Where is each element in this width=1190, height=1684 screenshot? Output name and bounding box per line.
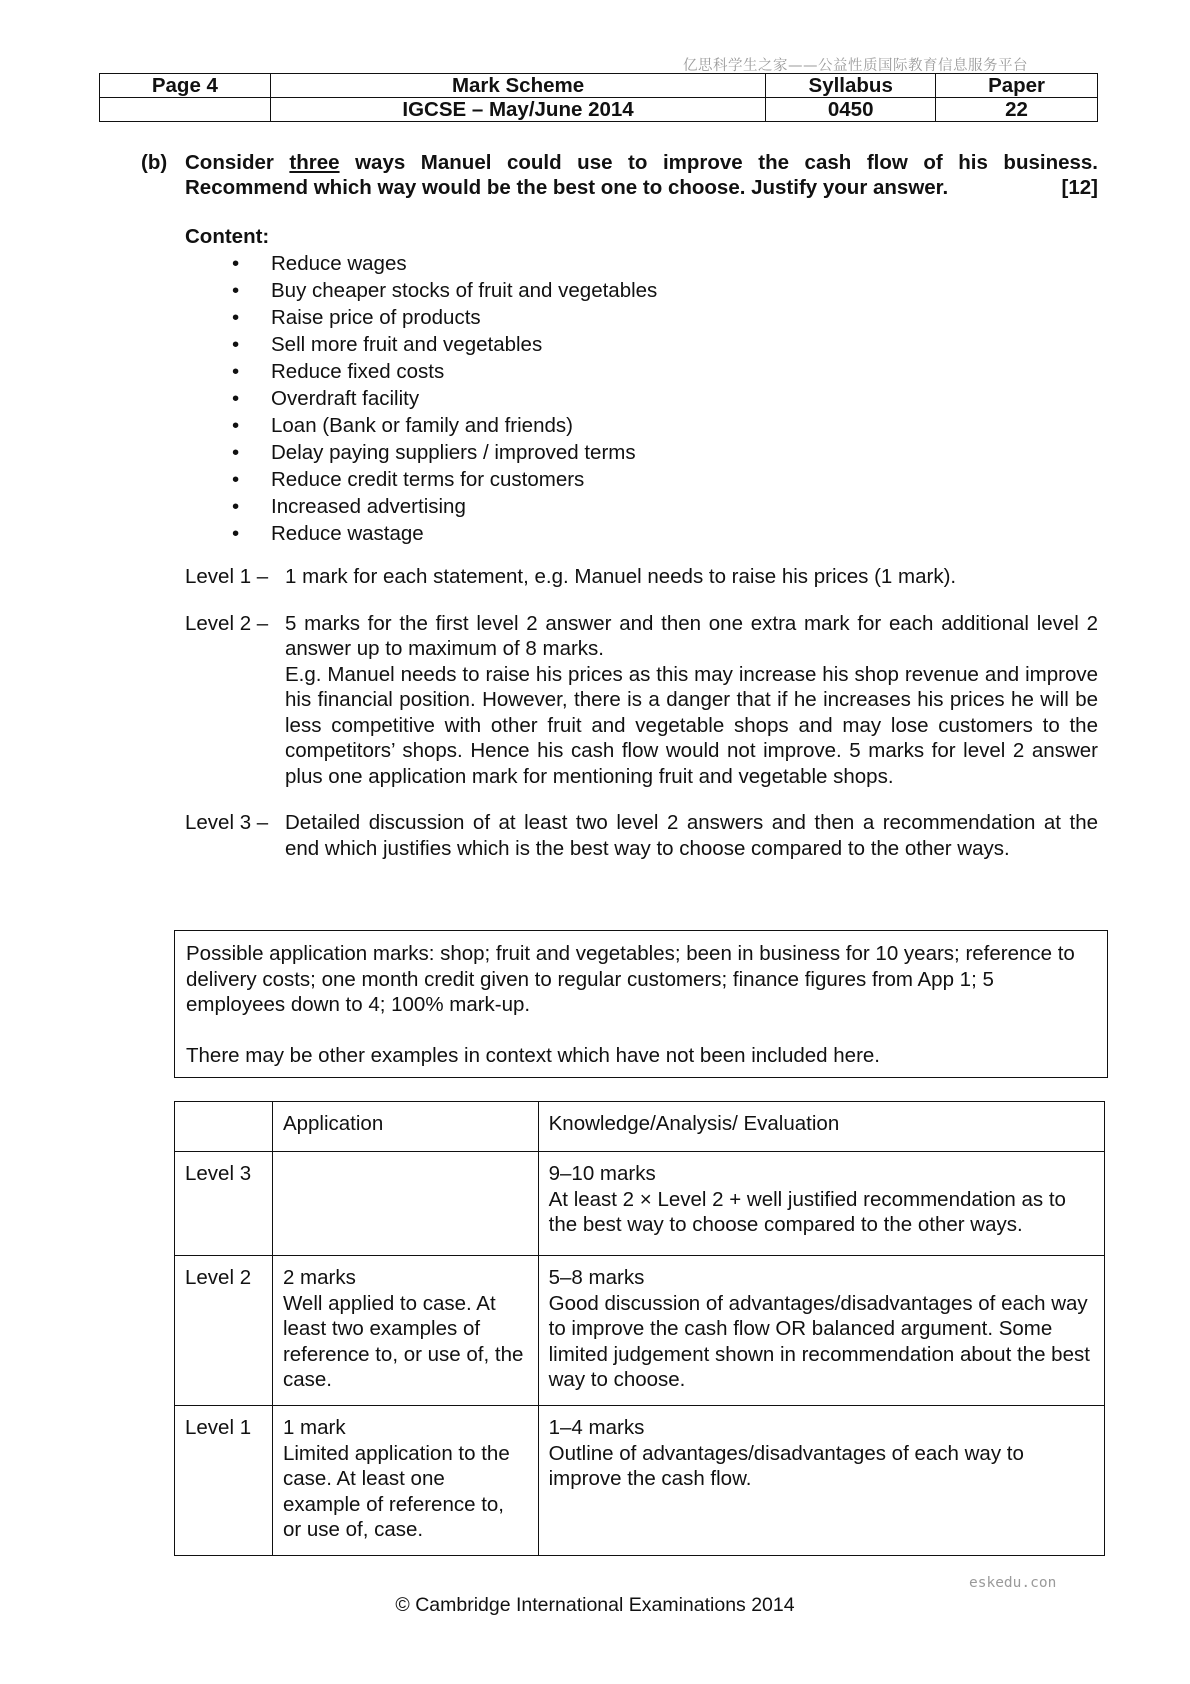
bullet-icon: • — [232, 279, 240, 302]
knowledge-cell — [538, 1406, 1104, 1556]
application-cell — [272, 1406, 538, 1556]
content-list-item — [185, 277, 1098, 304]
marks-table-header — [175, 1102, 1105, 1152]
level-paragraph: Detailed discussion of at least two level 2 answers and then a recommendation at the end which justifies which is the best way to choose compared to the other ways. — [285, 811, 1098, 860]
knowledge-cell-line: At least 2 × Level 2 + well justified recommendation as to the best way to choose compared to the other ways. — [548, 1187, 1066, 1236]
content-list — [185, 250, 1098, 547]
level-label: Level 2 – — [185, 611, 269, 635]
question-text-part: Consider — [185, 151, 290, 174]
level-label: Level 3 – — [185, 811, 269, 834]
application-text: Possible application marks: shop; fruit and vegetables; been in business for 10 years; reference to delivery costs; one month credit given to regular customers; finance figures from App 1; 5 employees down to 4; 100% mark-up. — [186, 942, 1075, 1016]
level-paragraph: E.g. Manuel needs to raise his prices as this may increase his shop revenue and improve his financial position. However, there is a danger that if he increases his prices he will be less competitive with other fruit and vegetable shops and may lose customers to the competitors’ shops. Hence his cash flow would not improve. 5 marks for level 2 answer plus one application mark for mentioning fruit and vegetable shops. — [285, 662, 1098, 788]
application-cell-line: 2 marks — [282, 1266, 356, 1289]
bullet-icon: • — [232, 360, 240, 383]
level-label: Level 1 – — [185, 565, 269, 588]
marks-header-cell — [175, 1102, 273, 1152]
level-paragraph: 5 marks for the first level 2 answer and then one extra mark for each additional level 2 answer up to maximum of 8 marks. — [285, 611, 1098, 660]
content-list-item — [185, 385, 1098, 412]
marks-table-row — [175, 1406, 1105, 1556]
application-cell — [272, 1152, 538, 1256]
content-item-text: Reduce fixed costs — [271, 360, 445, 383]
question-text — [185, 150, 1098, 200]
bullet-icon: • — [232, 414, 240, 437]
watermark-top: 亿思科学生之家——公益性质国际教育信息服务平台 — [683, 58, 1028, 74]
bullet-icon: • — [232, 441, 240, 464]
level-description — [185, 611, 1098, 790]
application-cell — [272, 1256, 538, 1406]
level-text — [285, 564, 1098, 590]
question-line-2 — [185, 175, 1098, 200]
bullet-icon: • — [232, 495, 240, 518]
watermark-bottom: eskedu.con — [969, 1575, 1057, 1591]
content-list-item — [185, 304, 1098, 331]
content-item-text: Increased advertising — [271, 495, 466, 518]
marks-table-row — [175, 1256, 1105, 1406]
header-cell: 0450 — [766, 98, 936, 122]
content-list-item — [185, 331, 1098, 358]
content-list-item — [185, 250, 1098, 277]
level-text — [285, 810, 1098, 861]
content-item-text: Raise price of products — [271, 306, 481, 329]
content-item-text: Reduce wages — [271, 252, 407, 275]
level-description — [185, 564, 1098, 590]
knowledge-cell — [538, 1256, 1104, 1406]
header-table — [99, 73, 1098, 122]
header-cell: Paper — [936, 74, 1098, 98]
header-cell — [100, 98, 271, 122]
knowledge-cell-line: 5–8 marks — [548, 1266, 645, 1289]
bullet-icon: • — [232, 522, 240, 545]
level-cell: Level 3 — [175, 1152, 273, 1256]
level-text — [285, 611, 1098, 790]
question-text-part: ways Manuel could use to improve the cash flow of his business. — [339, 151, 1098, 174]
question-marks: [12] — [1061, 176, 1098, 199]
header-cell: IGCSE – May/June 2014 — [270, 98, 765, 122]
footer-copyright: © Cambridge International Examinations 2014 — [395, 1594, 795, 1616]
content-item-text: Loan (Bank or family and friends) — [271, 414, 573, 437]
bullet-icon: • — [232, 333, 240, 356]
marks-table-row — [175, 1152, 1105, 1256]
content-section — [185, 223, 1098, 547]
knowledge-cell-line: Good discussion of advantages/disadvantages of each way to improve the cash flow OR balanced argument. Some limited judgement shown in recommendation about the best way to choose. — [548, 1291, 1090, 1391]
knowledge-cell — [538, 1152, 1104, 1256]
level-cell: Level 2 — [175, 1256, 273, 1406]
header-row — [100, 98, 1098, 122]
content-list-item — [185, 412, 1098, 439]
content-item-text: Overdraft facility — [271, 387, 420, 410]
level-paragraph: 1 mark for each statement, e.g. Manuel needs to raise his prices (1 mark). — [285, 565, 957, 588]
level-cell: Level 1 — [175, 1406, 273, 1556]
header-cell: Syllabus — [766, 74, 936, 98]
bullet-icon: • — [232, 468, 240, 491]
bullet-icon: • — [232, 252, 240, 275]
content-item-text: Reduce wastage — [271, 522, 424, 545]
knowledge-cell-line: Outline of advantages/disadvantages of each way to improve the cash flow. — [548, 1441, 1024, 1490]
question-line-1 — [185, 150, 1098, 175]
bullet-icon: • — [232, 387, 240, 410]
knowledge-cell-line: 9–10 marks — [548, 1162, 656, 1185]
content-title: Content: — [185, 225, 270, 248]
content-list-item — [185, 520, 1098, 547]
levels-section — [185, 564, 1098, 882]
header-cell: 22 — [936, 98, 1098, 122]
content-item-text: Sell more fruit and vegetables — [271, 333, 543, 356]
content-list-item — [185, 493, 1098, 520]
marks-header-cell: Application — [272, 1102, 538, 1152]
application-box — [174, 930, 1108, 1078]
question-label: (b) — [141, 151, 168, 174]
level-description — [185, 810, 1098, 861]
content-list-item — [185, 466, 1098, 493]
application-cell-line: 1 mark — [282, 1416, 346, 1439]
application-cell-line: Limited application to the case. At least one example of reference to, or use of, case. — [282, 1441, 510, 1541]
header-cell: Mark Scheme — [270, 74, 765, 98]
question-text-part: Recommend which way would be the best one to choose. Justify your answer. — [185, 176, 949, 199]
marks-table — [174, 1101, 1105, 1556]
content-item-text: Buy cheaper stocks of fruit and vegetables — [271, 279, 658, 302]
question-underlined-word: three — [289, 151, 340, 174]
header-row — [100, 74, 1098, 98]
marks-header-cell: Knowledge/Analysis/ Evaluation — [538, 1102, 1104, 1152]
bullet-icon: • — [232, 306, 240, 329]
application-note: There may be other examples in context which have not been included here. — [186, 1043, 880, 1067]
content-item-text: Reduce credit terms for customers — [271, 468, 585, 491]
content-item-text: Delay paying suppliers / improved terms — [271, 441, 636, 464]
header-cell: Page 4 — [100, 74, 271, 98]
content-list-item — [185, 439, 1098, 466]
content-list-item — [185, 358, 1098, 385]
knowledge-cell-line: 1–4 marks — [548, 1416, 645, 1439]
application-cell-line: Well applied to case. At least two examples of reference to, or use of, the case. — [282, 1291, 524, 1391]
